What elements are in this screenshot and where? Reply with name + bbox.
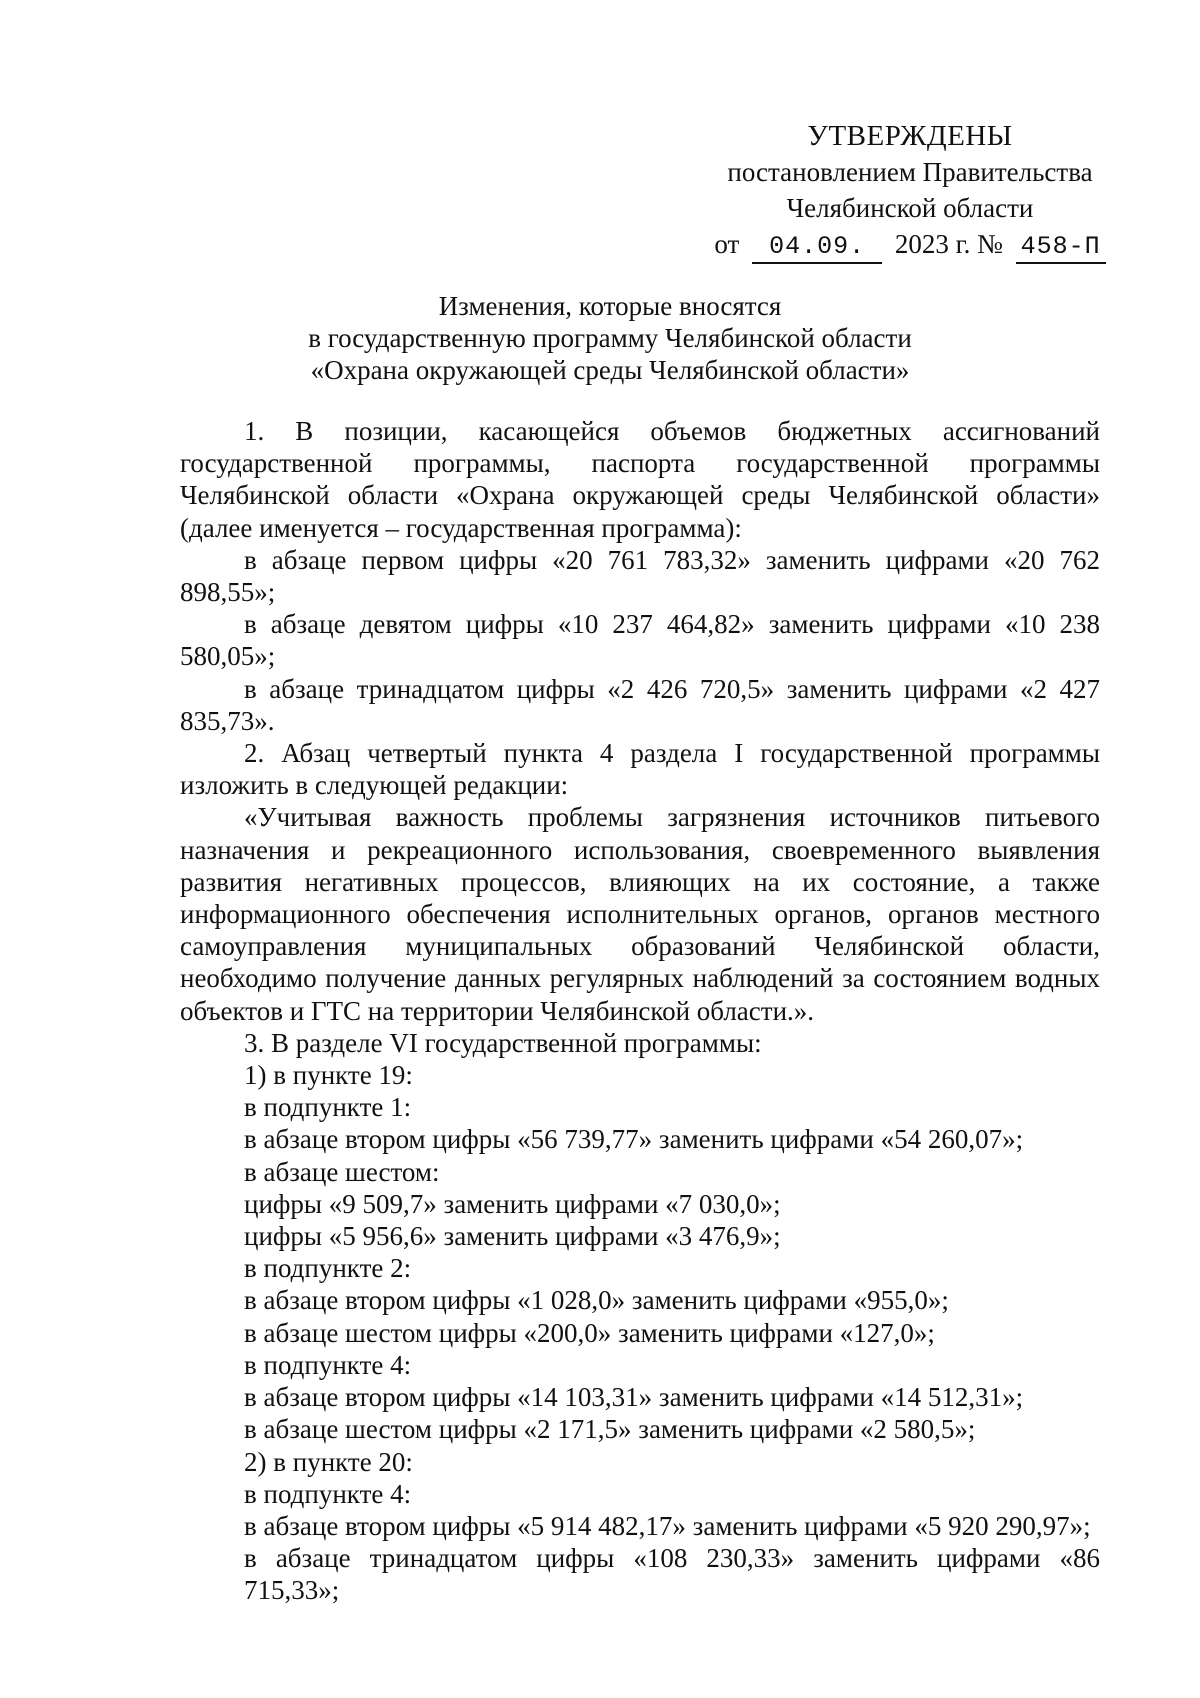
paragraph: в абзаце тринадцатом цифры «2 426 720,5» заменить цифрами «2 427 835,73». (180, 673, 1100, 736)
approval-date-line (700, 226, 1120, 264)
paragraph: в подпункте 2: (244, 1253, 412, 1284)
document-body (180, 415, 1100, 1607)
title-line-3: «Охрана окружающей среды Челябинской области» (310, 355, 910, 385)
approval-line-1: постановлением Правительства (727, 157, 1093, 187)
paragraph: цифры «9 509,7» заменить цифрами «7 030,0»; (244, 1188, 781, 1219)
paragraph: в абзаце шестом цифры «2 171,5» заменить цифрами «2 580,5»; (244, 1414, 976, 1445)
paragraph: в подпункте 4: (244, 1349, 412, 1380)
paragraph: в абзаце втором цифры «5 914 482,17» заменить цифрами «5 920 290,97»; (244, 1510, 1091, 1541)
date-prefix: от (714, 229, 740, 259)
paragraph: в абзаце втором цифры «56 739,77» заменить цифрами «54 260,07»; (244, 1124, 1024, 1155)
paragraph: в абзаце девятом цифры «10 237 464,82» заменить цифрами «10 238 580,05»; (180, 609, 1100, 672)
paragraph: в абзаце втором цифры «14 103,31» заменить цифрами «14 512,31»; (244, 1382, 1024, 1413)
paragraph: в абзаце первом цифры «20 761 783,32» заменить цифрами «20 762 898,55»; (180, 544, 1100, 608)
paragraph: в абзаце втором цифры «1 028,0» заменить цифрами «955,0»; (244, 1285, 949, 1316)
title-line-2: в государственную программу Челябинской области (308, 323, 912, 353)
paragraph: «Учитывая важность проблемы загрязнения источников питьевого назначения и рекреационного использования, своевременного выявления развития негативных процессов, влияющих на их состояние, а также информационного обеспечения исполнительных органов, органов местного самоуправления муниципальных образований Челябинской области, необходимо получение данных регулярных наблюдений за состоянием водных объектов и ГТС на территории Челябинской области.». (180, 802, 1100, 1026)
document-title (170, 290, 1050, 386)
paragraph: в подпункте 1: (244, 1092, 412, 1123)
date-field: 04.09. (752, 232, 882, 264)
paragraph: в абзаце тринадцатом цифры «108 230,33» заменить цифрами «86 715,33»; (244, 1543, 1100, 1606)
approved-heading: УТВЕРЖДЕНЫ (807, 120, 1013, 152)
paragraph: 2) в пункте 20: (244, 1446, 413, 1477)
paragraph: 1. В позиции, касающейся объемов бюджетных ассигнований государственной программы, паспорта государственной программы Челябинской области «Охрана окружающей среды Челябинской области» (далее именуется – государственная программа): (180, 416, 1100, 543)
number-field: 458-П (1016, 232, 1106, 264)
paragraph: 2. Абзац четвертый пункта 4 раздела I государственной программы изложить в следующей редакции: (180, 738, 1100, 801)
paragraph: 1) в пункте 19: (244, 1060, 413, 1091)
paragraph: в подпункте 4: (244, 1478, 412, 1509)
paragraph: в абзаце шестом цифры «200,0» заменить цифрами «127,0»; (244, 1317, 935, 1348)
paragraph: 3. В разделе VI государственной программы: (244, 1027, 762, 1058)
paragraph: цифры «5 956,6» заменить цифрами «3 476,9»; (244, 1221, 781, 1252)
approval-block (700, 118, 1120, 264)
approval-line-2: Челябинской области (786, 193, 1034, 223)
year-label: 2023 г. № (894, 229, 1003, 259)
title-line-1: Изменения, которые вносятся (438, 291, 782, 321)
paragraph: в абзаце шестом: (244, 1156, 440, 1187)
